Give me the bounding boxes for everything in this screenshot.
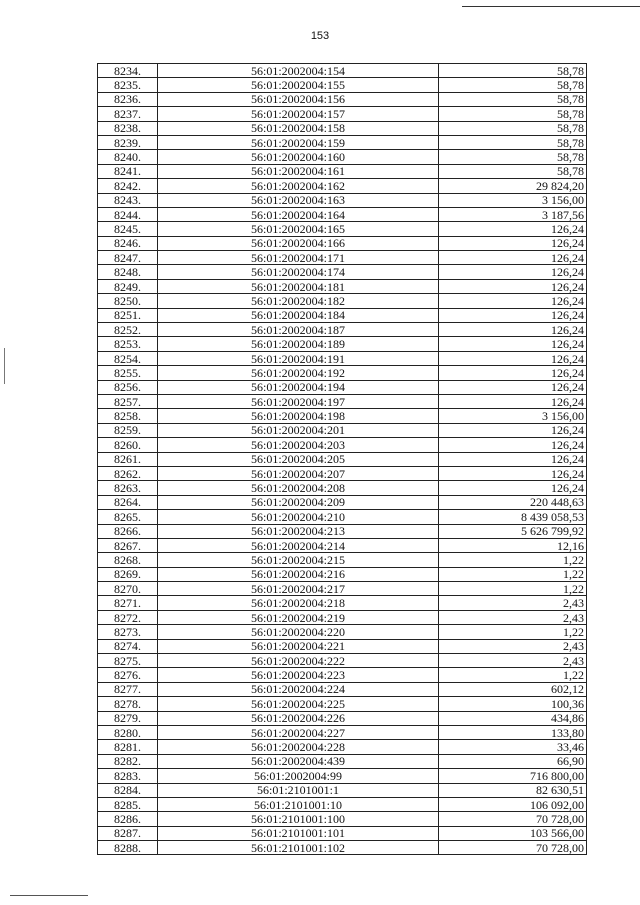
table-row	[98, 121, 587, 135]
cadastral-number-cell: 56:01:2002004:201	[158, 423, 439, 437]
table-row	[98, 783, 587, 797]
value-cell: 3 187,56	[439, 207, 587, 221]
table-row	[98, 323, 587, 337]
cadastral-number-cell: 56:01:2002004:208	[158, 481, 439, 495]
row-number-cell: 8267.	[98, 538, 158, 552]
row-number-cell: 8261.	[98, 452, 158, 466]
cadastral-number-cell: 56:01:2002004:220	[158, 625, 439, 639]
row-number-cell: 8271.	[98, 596, 158, 610]
row-number-cell: 8282.	[98, 754, 158, 768]
cadastral-number-cell: 56:01:2002004:198	[158, 409, 439, 423]
row-number-cell: 8238.	[98, 121, 158, 135]
cadastral-number-cell: 56:01:2002004:156	[158, 92, 439, 106]
row-number-cell: 8273.	[98, 625, 158, 639]
row-number-cell: 8264.	[98, 495, 158, 509]
table-row	[98, 222, 587, 236]
cadastral-number-cell: 56:01:2101001:102	[158, 841, 439, 855]
table-row	[98, 64, 587, 78]
table-row	[98, 495, 587, 509]
table-row	[98, 251, 587, 265]
row-number-cell: 8244.	[98, 207, 158, 221]
row-number-cell: 8253.	[98, 337, 158, 351]
row-number-cell: 8279.	[98, 711, 158, 725]
row-number-cell: 8247.	[98, 251, 158, 265]
table-row	[98, 236, 587, 250]
value-cell: 58,78	[439, 135, 587, 149]
value-cell: 126,24	[439, 481, 587, 495]
value-cell: 602,12	[439, 682, 587, 696]
value-cell: 1,22	[439, 582, 587, 596]
value-cell: 29 824,20	[439, 179, 587, 193]
cadastral-number-cell: 56:01:2101001:101	[158, 826, 439, 840]
cadastral-number-cell: 56:01:2002004:228	[158, 740, 439, 754]
value-cell: 126,24	[439, 308, 587, 322]
table-row	[98, 711, 587, 725]
table-row	[98, 164, 587, 178]
value-cell: 3 156,00	[439, 409, 587, 423]
cadastral-number-cell: 56:01:2101001:10	[158, 797, 439, 811]
row-number-cell: 8272.	[98, 610, 158, 624]
cadastral-number-cell: 56:01:2101001:1	[158, 783, 439, 797]
value-cell: 126,24	[439, 265, 587, 279]
value-cell: 126,24	[439, 251, 587, 265]
cadastral-number-cell: 56:01:2002004:194	[158, 380, 439, 394]
table-row	[98, 135, 587, 149]
row-number-cell: 8280.	[98, 725, 158, 739]
table-row	[98, 596, 587, 610]
row-number-cell: 8285.	[98, 797, 158, 811]
value-cell: 2,43	[439, 654, 587, 668]
value-cell: 126,24	[439, 366, 587, 380]
row-number-cell: 8269.	[98, 567, 158, 581]
value-cell: 3 156,00	[439, 193, 587, 207]
table-row	[98, 610, 587, 624]
table-row	[98, 697, 587, 711]
cadastral-number-cell: 56:01:2002004:181	[158, 279, 439, 293]
table-row	[98, 452, 587, 466]
cadastral-number-cell: 56:01:2002004:166	[158, 236, 439, 250]
cadastral-number-cell: 56:01:2002004:217	[158, 582, 439, 596]
value-cell: 33,46	[439, 740, 587, 754]
row-number-cell: 8251.	[98, 308, 158, 322]
cadastral-number-cell: 56:01:2002004:209	[158, 495, 439, 509]
cadastral-number-cell: 56:01:2002004:221	[158, 639, 439, 653]
row-number-cell: 8287.	[98, 826, 158, 840]
row-number-cell: 8286.	[98, 812, 158, 826]
cadastral-number-cell: 56:01:2002004:189	[158, 337, 439, 351]
table-row	[98, 351, 587, 365]
row-number-cell: 8276.	[98, 668, 158, 682]
value-cell: 106 092,00	[439, 797, 587, 811]
value-cell: 58,78	[439, 92, 587, 106]
cadastral-number-cell: 56:01:2002004:205	[158, 452, 439, 466]
table-row	[98, 107, 587, 121]
cadastral-number-cell: 56:01:2002004:157	[158, 107, 439, 121]
row-number-cell: 8241.	[98, 164, 158, 178]
value-cell: 126,24	[439, 438, 587, 452]
value-cell: 1,22	[439, 567, 587, 581]
row-number-cell: 8277.	[98, 682, 158, 696]
value-cell: 126,24	[439, 323, 587, 337]
row-number-cell: 8236.	[98, 92, 158, 106]
table-row	[98, 207, 587, 221]
row-number-cell: 8260.	[98, 438, 158, 452]
table-row	[98, 668, 587, 682]
table-row	[98, 193, 587, 207]
table-row	[98, 538, 587, 552]
table-body	[98, 64, 587, 855]
table-row	[98, 92, 587, 106]
value-cell: 58,78	[439, 150, 587, 164]
row-number-cell: 8281.	[98, 740, 158, 754]
cadastral-number-cell: 56:01:2002004:210	[158, 510, 439, 524]
value-cell: 66,90	[439, 754, 587, 768]
value-cell: 58,78	[439, 64, 587, 78]
row-number-cell: 8283.	[98, 769, 158, 783]
value-cell: 1,22	[439, 553, 587, 567]
cadastral-number-cell: 56:01:2002004:439	[158, 754, 439, 768]
value-cell: 126,24	[439, 380, 587, 394]
table-row	[98, 754, 587, 768]
value-cell: 2,43	[439, 610, 587, 624]
footer-rule	[10, 895, 88, 896]
value-cell: 126,24	[439, 452, 587, 466]
cadastral-number-cell: 56:01:2002004:162	[158, 179, 439, 193]
row-number-cell: 8288.	[98, 841, 158, 855]
table-row	[98, 466, 587, 480]
row-number-cell: 8234.	[98, 64, 158, 78]
value-cell: 103 566,00	[439, 826, 587, 840]
table-row	[98, 769, 587, 783]
value-cell: 5 626 799,92	[439, 524, 587, 538]
cadastral-number-cell: 56:01:2002004:191	[158, 351, 439, 365]
row-number-cell: 8256.	[98, 380, 158, 394]
value-cell: 126,24	[439, 294, 587, 308]
cadastral-number-cell: 56:01:2002004:165	[158, 222, 439, 236]
table-row	[98, 179, 587, 193]
value-cell: 133,80	[439, 725, 587, 739]
table-row	[98, 265, 587, 279]
row-number-cell: 8255.	[98, 366, 158, 380]
row-number-cell: 8243.	[98, 193, 158, 207]
row-number-cell: 8252.	[98, 323, 158, 337]
cadastral-number-cell: 56:01:2002004:197	[158, 394, 439, 408]
value-cell: 100,36	[439, 697, 587, 711]
value-cell: 1,22	[439, 668, 587, 682]
value-cell: 58,78	[439, 78, 587, 92]
value-cell: 126,24	[439, 236, 587, 250]
cadastral-number-cell: 56:01:2002004:224	[158, 682, 439, 696]
cadastral-number-cell: 56:01:2002004:187	[158, 323, 439, 337]
cadastral-number-cell: 56:01:2002004:227	[158, 725, 439, 739]
table-row	[98, 567, 587, 581]
table-row	[98, 409, 587, 423]
cadastral-number-cell: 56:01:2002004:154	[158, 64, 439, 78]
table-row	[98, 740, 587, 754]
row-number-cell: 8248.	[98, 265, 158, 279]
row-number-cell: 8284.	[98, 783, 158, 797]
row-number-cell: 8275.	[98, 654, 158, 668]
table-row	[98, 150, 587, 164]
row-number-cell: 8246.	[98, 236, 158, 250]
row-number-cell: 8262.	[98, 466, 158, 480]
value-cell: 2,43	[439, 596, 587, 610]
cadastral-number-cell: 56:01:2002004:192	[158, 366, 439, 380]
cadastral-number-cell: 56:01:2002004:99	[158, 769, 439, 783]
table-row	[98, 826, 587, 840]
value-cell: 1,22	[439, 625, 587, 639]
value-cell: 126,24	[439, 337, 587, 351]
row-number-cell: 8239.	[98, 135, 158, 149]
cadastral-number-cell: 56:01:2002004:214	[158, 538, 439, 552]
value-cell: 126,24	[439, 351, 587, 365]
table-row	[98, 725, 587, 739]
row-number-cell: 8263.	[98, 481, 158, 495]
cadastral-number-cell: 56:01:2002004:222	[158, 654, 439, 668]
page-number: 153	[310, 30, 330, 42]
value-cell: 434,86	[439, 711, 587, 725]
table-row	[98, 553, 587, 567]
row-number-cell: 8258.	[98, 409, 158, 423]
row-number-cell: 8249.	[98, 279, 158, 293]
cadastral-table	[97, 63, 587, 855]
table-row	[98, 639, 587, 653]
cadastral-number-cell: 56:01:2002004:213	[158, 524, 439, 538]
row-number-cell: 8274.	[98, 639, 158, 653]
value-cell: 126,24	[439, 466, 587, 480]
cadastral-number-cell: 56:01:2002004:225	[158, 697, 439, 711]
row-number-cell: 8266.	[98, 524, 158, 538]
cadastral-number-cell: 56:01:2002004:218	[158, 596, 439, 610]
cadastral-number-cell: 56:01:2101001:100	[158, 812, 439, 826]
table-row	[98, 394, 587, 408]
table-row	[98, 438, 587, 452]
row-number-cell: 8265.	[98, 510, 158, 524]
row-number-cell: 8240.	[98, 150, 158, 164]
table-row	[98, 366, 587, 380]
value-cell: 220 448,63	[439, 495, 587, 509]
cadastral-number-cell: 56:01:2002004:219	[158, 610, 439, 624]
value-cell: 58,78	[439, 164, 587, 178]
table-row	[98, 510, 587, 524]
header-rule	[462, 6, 640, 7]
cadastral-number-cell: 56:01:2002004:182	[158, 294, 439, 308]
table-row	[98, 308, 587, 322]
table-row	[98, 582, 587, 596]
value-cell: 716 800,00	[439, 769, 587, 783]
row-number-cell: 8278.	[98, 697, 158, 711]
value-cell: 70 728,00	[439, 812, 587, 826]
cadastral-number-cell: 56:01:2002004:174	[158, 265, 439, 279]
cadastral-number-cell: 56:01:2002004:203	[158, 438, 439, 452]
table-row	[98, 524, 587, 538]
value-cell: 12,16	[439, 538, 587, 552]
table-row	[98, 682, 587, 696]
cadastral-number-cell: 56:01:2002004:184	[158, 308, 439, 322]
cadastral-number-cell: 56:01:2002004:161	[158, 164, 439, 178]
row-number-cell: 8254.	[98, 351, 158, 365]
row-number-cell: 8242.	[98, 179, 158, 193]
table-row	[98, 625, 587, 639]
table-row	[98, 797, 587, 811]
margin-mark	[4, 348, 5, 384]
table-row	[98, 841, 587, 855]
value-cell: 70 728,00	[439, 841, 587, 855]
row-number-cell: 8237.	[98, 107, 158, 121]
table-row	[98, 812, 587, 826]
value-cell: 58,78	[439, 121, 587, 135]
value-cell: 2,43	[439, 639, 587, 653]
table-row	[98, 654, 587, 668]
row-number-cell: 8250.	[98, 294, 158, 308]
table-row	[98, 481, 587, 495]
table-row	[98, 294, 587, 308]
cadastral-number-cell: 56:01:2002004:215	[158, 553, 439, 567]
cadastral-number-cell: 56:01:2002004:226	[158, 711, 439, 725]
row-number-cell: 8270.	[98, 582, 158, 596]
table-row	[98, 380, 587, 394]
cadastral-number-cell: 56:01:2002004:160	[158, 150, 439, 164]
cadastral-number-cell: 56:01:2002004:207	[158, 466, 439, 480]
row-number-cell: 8235.	[98, 78, 158, 92]
cadastral-number-cell: 56:01:2002004:164	[158, 207, 439, 221]
table-row	[98, 78, 587, 92]
value-cell: 82 630,51	[439, 783, 587, 797]
table-row	[98, 279, 587, 293]
value-cell: 126,24	[439, 423, 587, 437]
value-cell: 126,24	[439, 279, 587, 293]
cadastral-number-cell: 56:01:2002004:171	[158, 251, 439, 265]
cadastral-number-cell: 56:01:2002004:158	[158, 121, 439, 135]
table-row	[98, 423, 587, 437]
row-number-cell: 8259.	[98, 423, 158, 437]
value-cell: 8 439 058,53	[439, 510, 587, 524]
row-number-cell: 8257.	[98, 394, 158, 408]
table-row	[98, 337, 587, 351]
cadastral-number-cell: 56:01:2002004:163	[158, 193, 439, 207]
row-number-cell: 8245.	[98, 222, 158, 236]
row-number-cell: 8268.	[98, 553, 158, 567]
value-cell: 126,24	[439, 222, 587, 236]
cadastral-number-cell: 56:01:2002004:223	[158, 668, 439, 682]
cadastral-number-cell: 56:01:2002004:159	[158, 135, 439, 149]
cadastral-number-cell: 56:01:2002004:216	[158, 567, 439, 581]
value-cell: 58,78	[439, 107, 587, 121]
cadastral-number-cell: 56:01:2002004:155	[158, 78, 439, 92]
value-cell: 126,24	[439, 394, 587, 408]
